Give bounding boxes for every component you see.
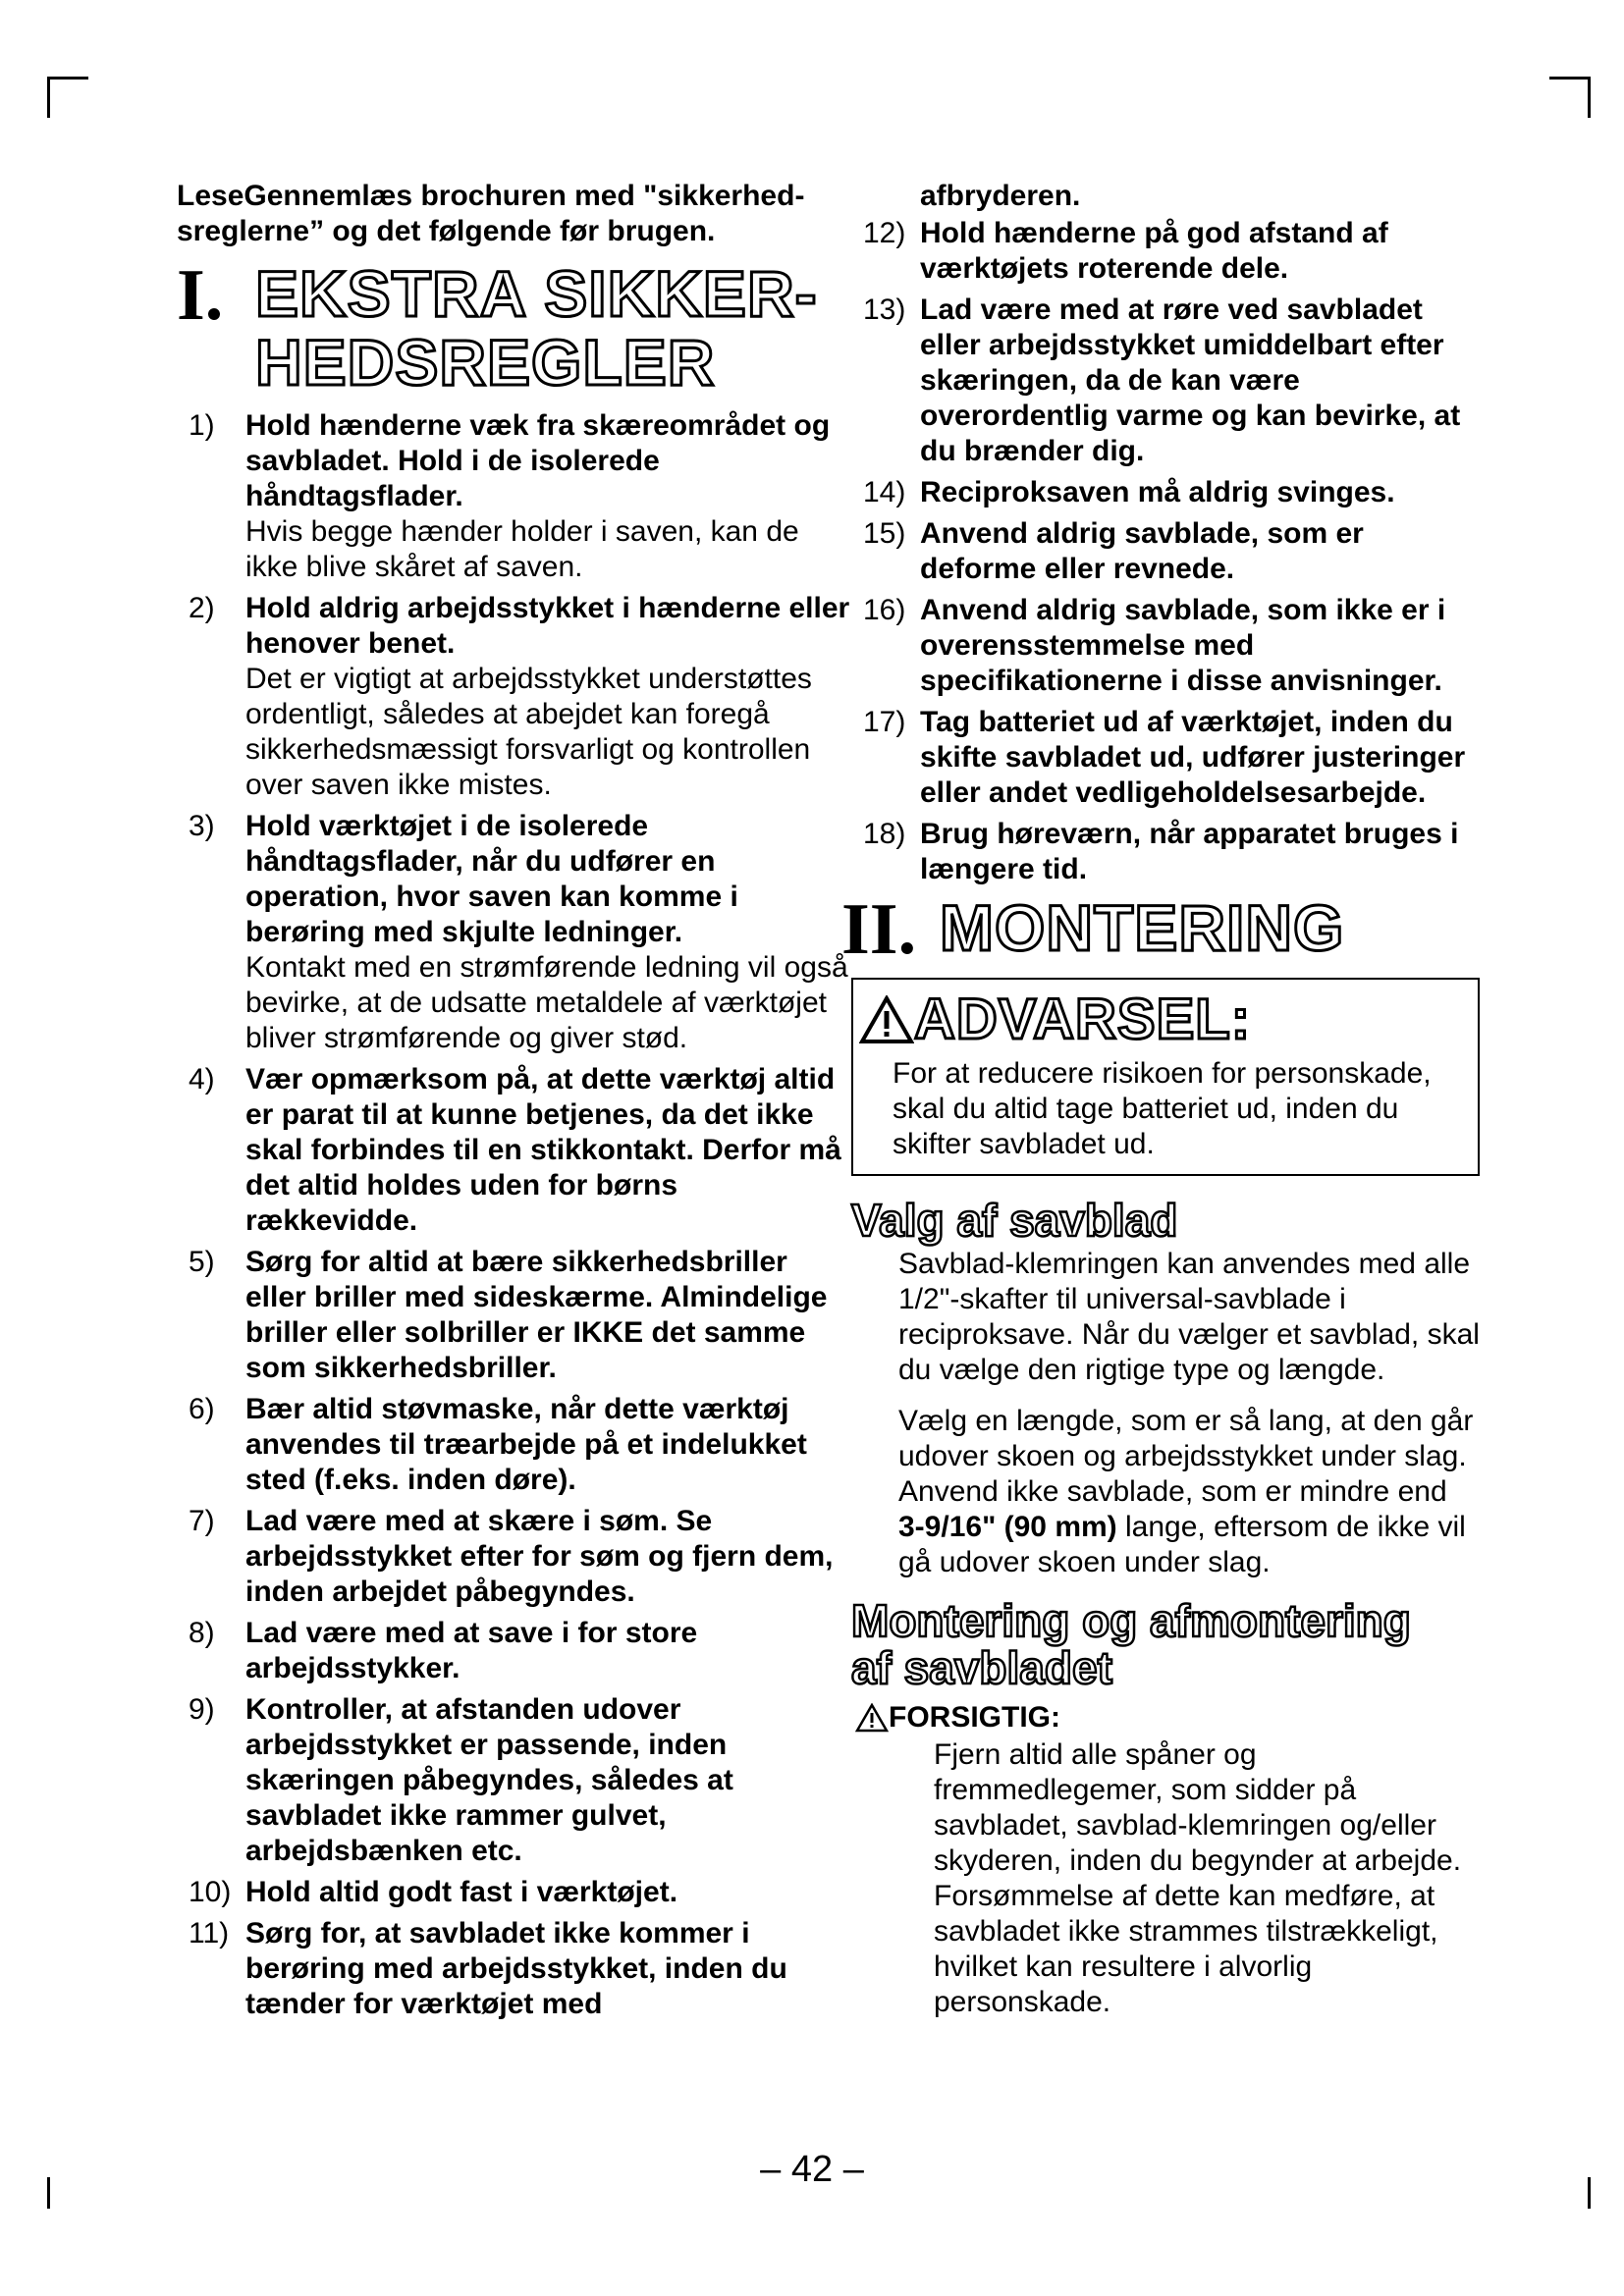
mounting-heading-line2: af savbladet xyxy=(851,1642,1112,1693)
mounting-heading-line1: Montering og afmontering xyxy=(851,1595,1411,1646)
list-item: 18) Brug høreværn, når apparatet bruges i længere tid. xyxy=(863,818,1459,885)
safety-rules-left xyxy=(177,408,854,2022)
section-1-numeral: I. xyxy=(177,255,224,336)
list-item: 13) Lad være med at røre ved savbladet eller arbejdsstykket umiddelbart efter skæringen, da de kan være overordentlig varme og kan bevirke, at du brænder dig. xyxy=(863,294,1461,467)
right-column xyxy=(841,179,1480,2020)
list-item: 14) Reciproksaven må aldrig svinges. xyxy=(863,476,1395,508)
list-item: 16) Anvend aldrig savblade, som ikke er i overensstemmelse med specifikationerne i disse anvisninger. xyxy=(863,594,1446,697)
blade-choice-paragraph-2: Vælg en længde, som er så lang, at den går udover skoen og arbejdsstykket under slag. Anvend ikke savblade, som er mindre end 3-9/16" (90 mm) lange, eftersom de ikke vil gå udover skoen under slag. xyxy=(898,1405,1474,1578)
section-2-numeral: II. xyxy=(841,889,917,970)
warning-box xyxy=(851,978,1480,1176)
page-number: – 42 – xyxy=(760,2149,864,2190)
section-2-heading xyxy=(841,889,1480,970)
blade-choice-heading: Valg af savblad xyxy=(851,1195,1178,1246)
list-item: 8) Lad være med at save i for store arbejdsstykker. xyxy=(189,1617,698,1684)
warning-text: For at reducere risikoen for personskade, skal du altid tage batteriet ud, inden du skifter savbladet ud. xyxy=(893,1057,1432,1160)
warning-title: ADVARSEL: xyxy=(914,988,1252,1051)
list-item: 1) Hold hænderne væk fra skæreområdet og savbladet. Hold i de isolerede håndtagsflader. Hvis begge hænder holder i saven, kan de ikke blive skåret af saven. xyxy=(189,409,831,583)
list-item: 15) Anvend aldrig savblade, som er deforme eller revnede. xyxy=(863,517,1364,585)
left-column xyxy=(177,179,854,2028)
list-item: 4) Vær opmærksom på, at dette værktøj altid er parat til at kunne betjenes, da det ikke skal forbindes til en stikkontakt. Derfor må det altid holdes uden for børns rækkevidde. xyxy=(189,1063,841,1237)
list-item: 6) Bær altid støvmaske, når dette værktøj anvendes til træarbejde på et indelukket sted (f.eks. inden døre). xyxy=(189,1393,807,1496)
list-item: 9) Kontroller, at afstanden udover arbejdsstykket er passende, inden skæringen påbegyndes, således at savbladet ikke rammer gulvet, arbejdsbænken etc. xyxy=(189,1693,733,1867)
caution-triangle-icon xyxy=(855,1703,889,1733)
section-2-title: MONTERING xyxy=(940,891,1345,964)
blade-choice-paragraph-1: Savblad-klemringen kan anvendes med alle 1/2"-skafter til universal-savblade i reciproksave. Når du vælger et savblad, skal du vælge den rigtige type og længde. xyxy=(898,1248,1480,1386)
warning-triangle-icon xyxy=(859,995,914,1044)
crop-mark-top-left-h xyxy=(47,77,88,80)
caution-heading xyxy=(851,1700,1480,1735)
intro-text: LeseGennemlæs brochuren med "sikkerhed-sreglerne” og det følgende før brugen. xyxy=(177,180,805,247)
list-item: 12) Hold hænderne på god afstand af værktøjets roterende dele. xyxy=(863,217,1388,285)
list-item: 10) Hold altid godt fast i værktøjet. xyxy=(189,1876,678,1908)
list-item: 11) Sørg for, at savbladet ikke kommer i berøring med arbejdsstykket, inden du tænder for værktøjet med xyxy=(189,1917,787,2020)
section-1-heading xyxy=(177,255,854,399)
warning-heading xyxy=(859,989,1464,1050)
rule-11-continuation: afbryderen. xyxy=(920,180,1081,212)
list-item: 17) Tag batteriet ud af værktøjet, inden du skifte savbladet ud, udfører justeringer eller andet vedligeholdelsesarbejde. xyxy=(863,706,1466,809)
crop-mark-top-right-h xyxy=(1549,77,1591,80)
list-item: 3) Hold værktøjet i de isolerede håndtagsflader, når du udfører en operation, hvor saven kan komme i berøring med skjulte ledninger. Kontakt med en strømførende ledning vil også bevirke, at de udsatte metaldele af værktøjet bliver strømførende og giver stød. xyxy=(189,810,848,1054)
caution-label: FORSIGTIG: xyxy=(889,1701,1060,1734)
list-item: 2) Hold aldrig arbejdsstykket i hænderne eller henover benet. Det er vigtigt at arbejdsstykket understøttes ordentligt, således at abejdet kan foregå sikkerhedsmæssigt forsvarligt og kontrollen over saven ikke mistes. xyxy=(189,592,850,801)
section-1-title-line2: HEDSREGLER xyxy=(255,326,716,399)
list-item: 7) Lad være med at skære i søm. Se arbejdsstykket efter for søm og fjern dem, inden arbejdet påbegyndes. xyxy=(189,1505,834,1608)
crop-mark-top-right-v xyxy=(1588,77,1591,118)
crop-mark-top-left-v xyxy=(47,77,50,118)
section-1-title-line1: EKSTRA SIKKER- xyxy=(255,257,818,330)
safety-rules-right xyxy=(851,216,1480,887)
list-item: 5) Sørg for altid at bære sikkerhedsbriller eller briller med sideskærme. Almindelige briller eller solbriller er IKKE det samme som sikkerhedsbriller. xyxy=(189,1246,828,1384)
caution-text: Fjern altid alle spåner og fremmedlegemer, som sidder på savbladet, savblad-klemringen og/eller skyderen, inden du begynder at arbejde. Forsømmelse af dette kan medføre, at savbladet ikke strammes tilstrækkeligt, hvilket kan resultere i alvorlig personskade. xyxy=(934,1738,1462,2018)
